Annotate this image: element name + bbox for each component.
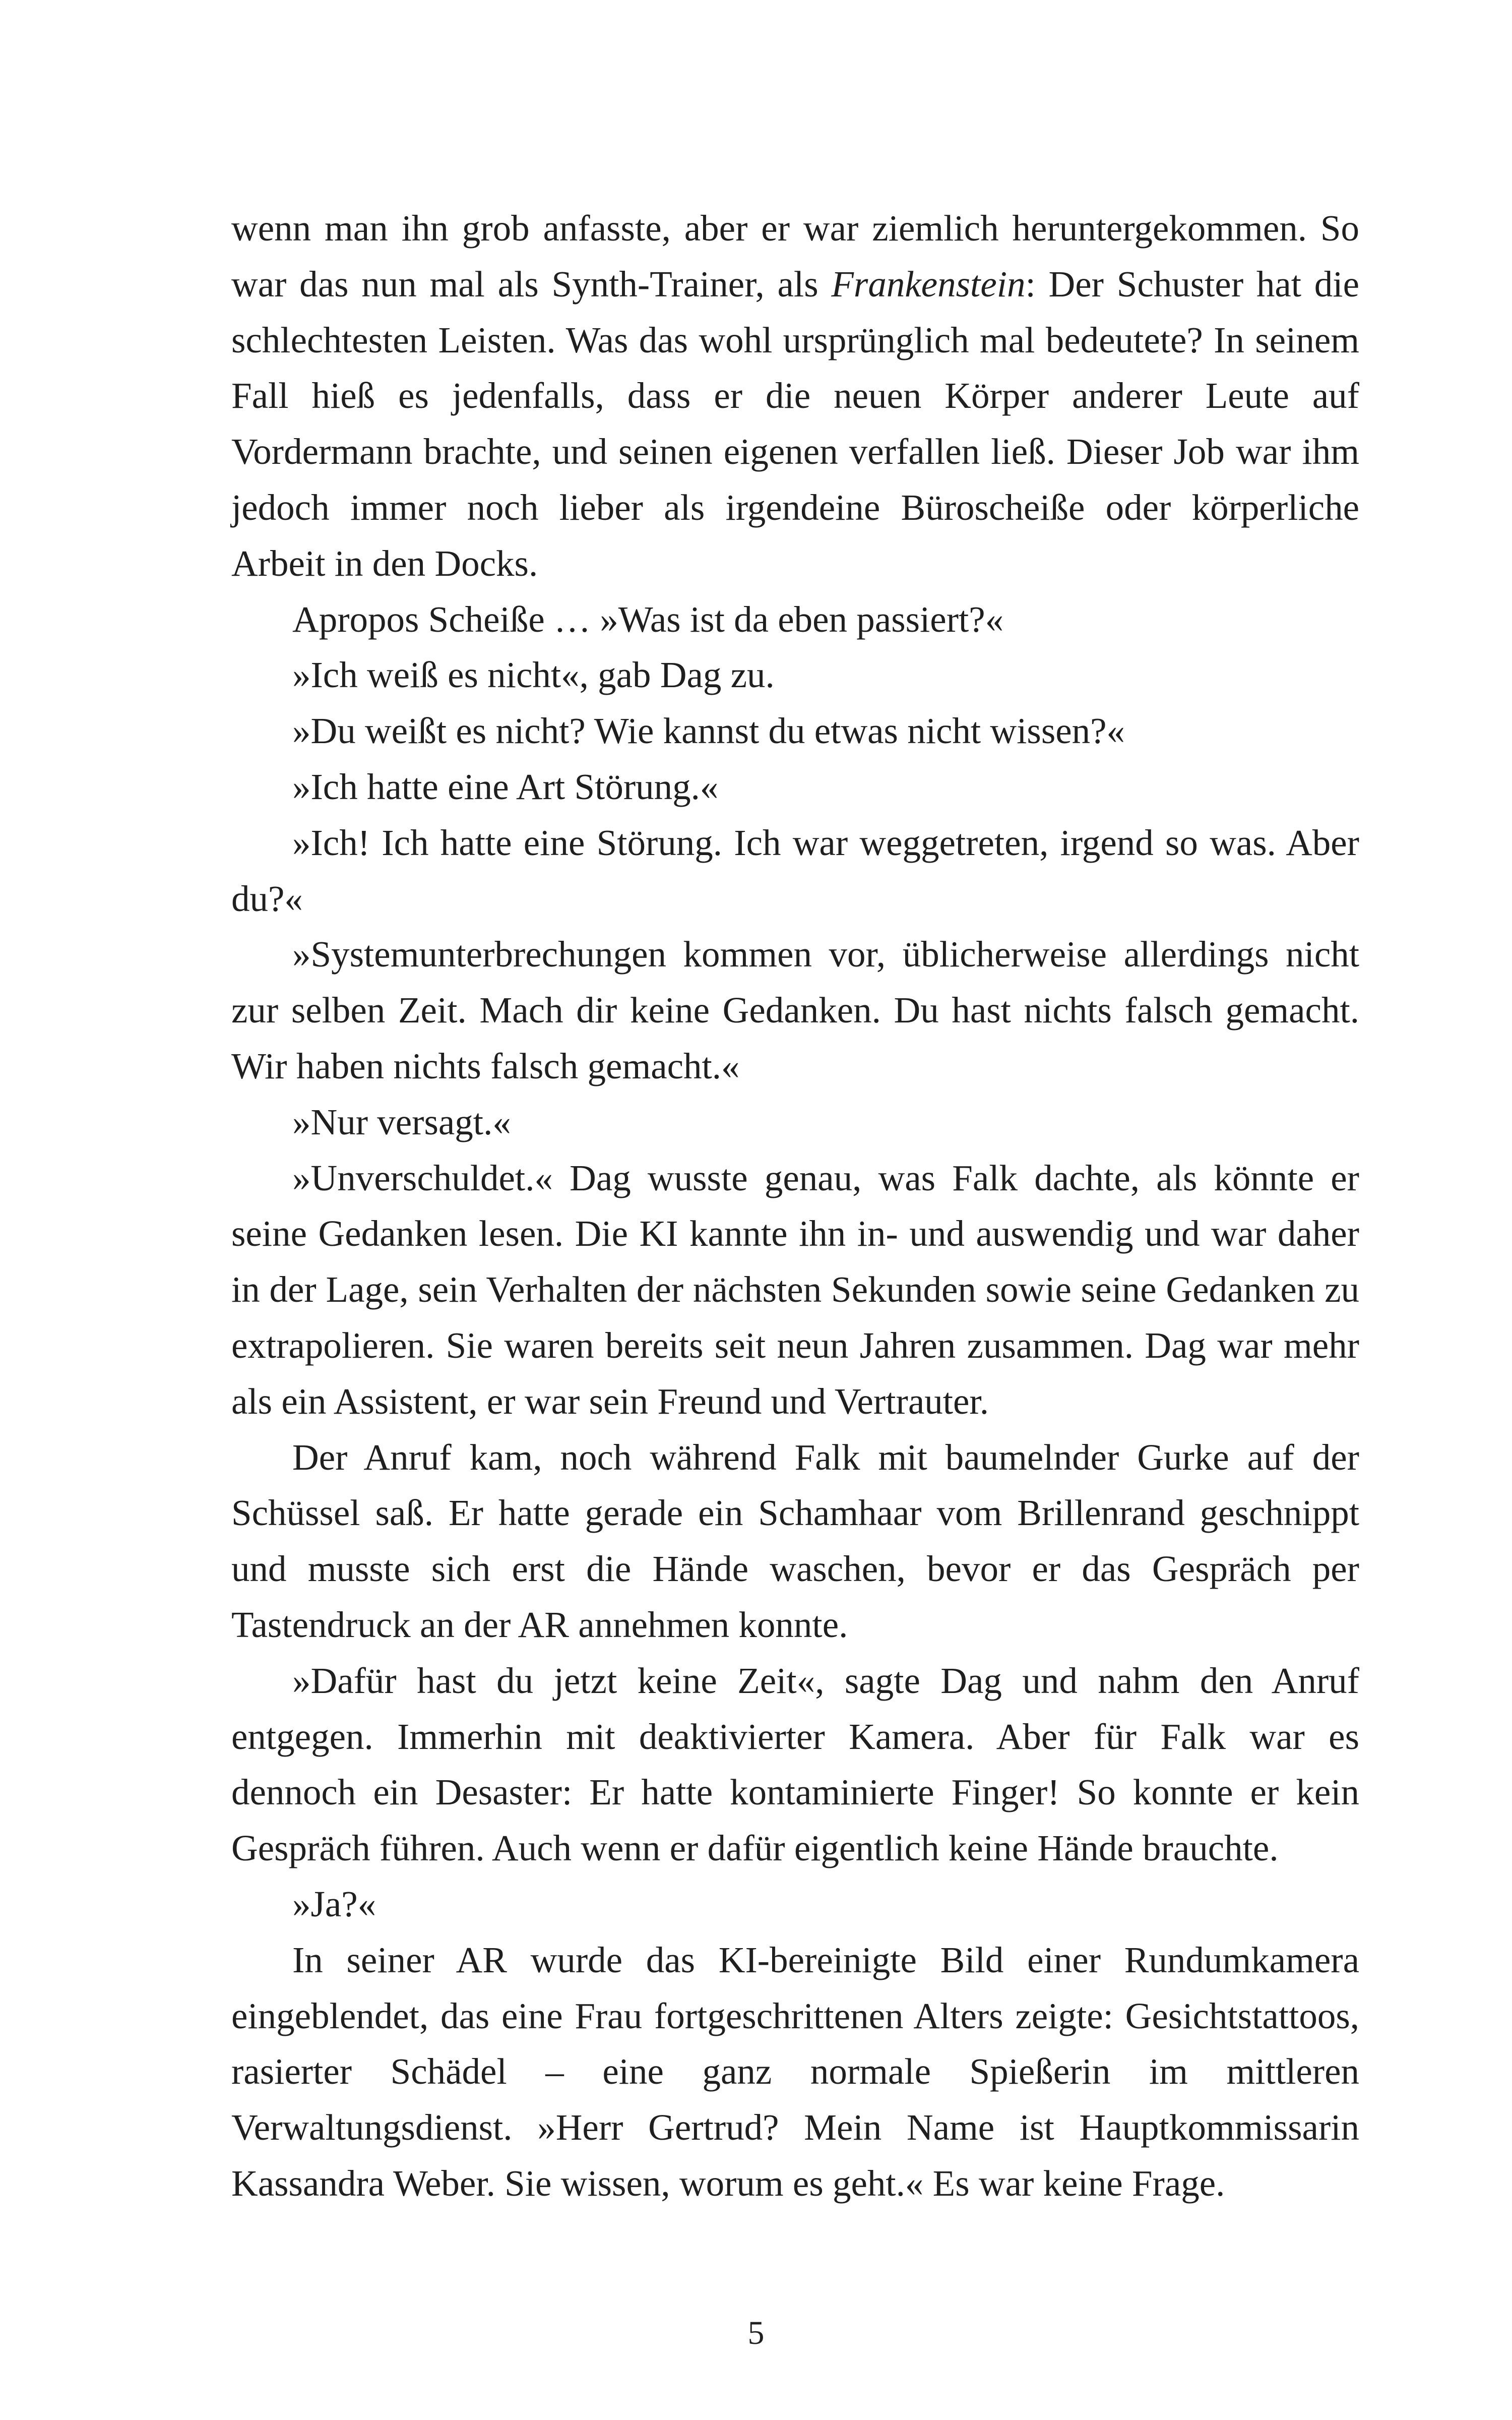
paragraph-3: »Ich weiß es nicht«, gab Dag zu.	[292, 654, 775, 696]
paragraph-11: »Dafür hast du jetzt keine Zeit«, sagte Dag und nahm den Anruf entgegen. Immerhin mit deaktivierter Kamera. Aber für Falk war es dennoch ein Desaster: Er hatte kontaminierte Finger! So konnte er kein Gespräch führen. Auch wenn er dafür eigentlich keine Hände brauchte.	[231, 1660, 1359, 1869]
paragraph-7: »Systemunterbrechungen kommen vor, üblicherweise allerdings nicht zur selben Zeit. Mach dir keine Gedanken. Du hast nichts falsch gemacht. Wir haben nichts falsch gemacht.«	[231, 934, 1359, 1086]
paragraph-5: »Ich hatte eine Art Störung.«	[292, 766, 719, 807]
emphasis: Frankenstein	[831, 263, 1026, 305]
paragraph-12: »Ja?«	[292, 1883, 376, 1924]
paragraph-10: Der Anruf kam, noch während Falk mit baumelnder Gurke auf der Schüssel saß. Er hatte gerade ein Schamhaar vom Brillenrand geschnippt und musste sich erst die Hände waschen, bevor er das Gespräch per Tastendruck an der AR annehmen konnte.	[231, 1436, 1359, 1645]
paragraph-9: »Unverschuldet.« Dag wusste genau, was Falk dachte, als könnte er seine Gedanken lesen. Die KI kannte ihn in- und auswendig und war daher in der Lage, sein Verhalten der nächsten Sekunden sowie seine Gedanken zu extrapolieren. Sie waren bereits seit neun Jahren zusammen. Dag war mehr als ein Assistent, er war sein Freund und Vertrauter.	[231, 1157, 1359, 1422]
paragraph-8: »Nur versagt.«	[292, 1101, 511, 1142]
paragraph-1: wenn man ihn grob anfasste, aber er war ziemlich heruntergekommen. So war das nun mal als Synth-Trainer, als Frankenstein: Der Schuster hat die schlechtesten Leisten. Was das wohl ursprünglich mal bedeutete? In seinem Fall hieß es jedenfalls, dass er die neuen Körper anderer Leute auf Vordermann brachte, und seinen eigenen verfallen ließ. Dieser Job war ihm jedoch immer noch lieber als irgendeine Büroscheiße oder körperliche Arbeit in den Docks.	[231, 208, 1359, 584]
body-text	[231, 201, 1359, 2212]
page-number: 5	[747, 2315, 765, 2351]
paragraph-4: »Du weißt es nicht? Wie kannst du etwas nicht wissen?«	[292, 710, 1125, 752]
paragraph-6: »Ich! Ich hatte eine Störung. Ich war weggetreten, irgend so was. Aber du?«	[231, 822, 1359, 919]
paragraph-13: In seiner AR wurde das KI-bereinigte Bild einer Rundumkamera eingeblendet, das eine Frau fortgeschrittenen Alters zeigte: Gesichtstattoos, rasierter Schädel – eine ganz normale Spießerin im mittleren Verwaltungsdienst. »Herr Gertrud? Mein Name ist Hauptkommissarin Kassandra Weber. Sie wissen, worum es geht.« Es war keine Frage.	[231, 1939, 1359, 2204]
paragraph-2: Apropos Scheiße … »Was ist da eben passiert?«	[292, 598, 1004, 640]
